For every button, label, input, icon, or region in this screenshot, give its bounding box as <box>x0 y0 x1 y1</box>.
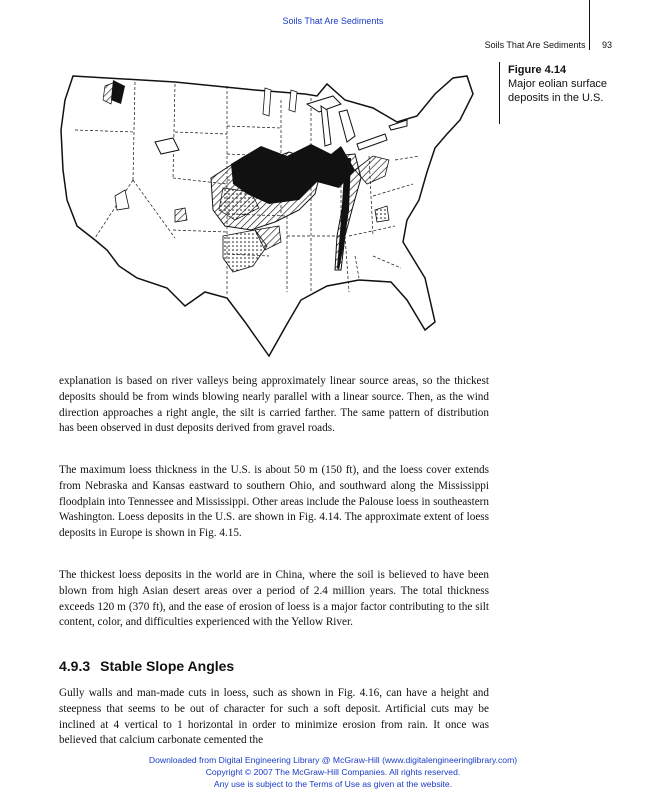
section-title: Stable Slope Angles <box>100 658 235 674</box>
us-loess-map <box>55 60 495 360</box>
footer <box>0 754 666 790</box>
paragraph-3: The thickest loess deposits in the world are in China, where the soil is believed to have been blown from high Asian desert areas over a period of 2.4 million years. The total thickness exceeds 120 m (370 ft), and the ease of erosion of loess is a major factor contributing to the silt content, color, and difficulties experienced with the Yellow River. <box>59 569 489 629</box>
running-title: Soils That Are Sediments <box>484 40 586 50</box>
figure-label: Figure 4.14 <box>508 64 567 76</box>
section-number: 4.9.3 <box>59 658 91 674</box>
footer-download-link[interactable]: Downloaded from Digital Engineering Library @ McGraw-Hill (www.digitalengineeringlibrary.com) <box>148 755 518 765</box>
footer-terms-link[interactable]: Any use is subject to the Terms of Use as given at the website. <box>213 779 453 789</box>
paragraph-4: Gully walls and man-made cuts in loess, such as shown in Fig. 4.16, can have a height and steepness that seems to be out of character for such a soft deposit. Artificial cuts may be inclined at 4 vertical to 1 horizontal in order to minimize erosion from rain. It once was believed that calcium carbonate cemented the <box>59 687 489 747</box>
paragraph-1: explanation is based on river valleys being approximately linear source areas, so the thickest deposits should be from winds blowing nearly parallel with a linear source. Then, as the wind direction approaches a right angle, the silt is carried farther. The same pattern of distribution has been observed in dust deposits derived from gravel roads. <box>59 375 489 435</box>
figure-rule <box>499 62 500 124</box>
header-link[interactable]: Soils That Are Sediments <box>282 16 384 26</box>
paragraph-2: The maximum loess thickness in the U.S. is about 50 m (150 ft), and the loess cover extends from Nebraska and Kansas eastward to southern Ohio, and southward along the Mississippi floodplain into Tennessee and Mississippi. Other areas include the Palouse loess in southeastern Washington. Loess deposits in the U.S. are shown in Fig. 4.14. The approximate extent of loess deposits in Europe is shown in Fig. 4.15. <box>59 464 489 540</box>
footer-copyright: Copyright © 2007 The McGraw-Hill Companies. All rights reserved. <box>205 767 461 777</box>
figure-caption <box>508 63 618 105</box>
section-heading <box>59 658 234 674</box>
page-number: 93 <box>601 40 612 50</box>
figure-caption-text: Major eolian surface deposits in the U.S. <box>508 78 608 104</box>
running-head <box>485 40 612 50</box>
